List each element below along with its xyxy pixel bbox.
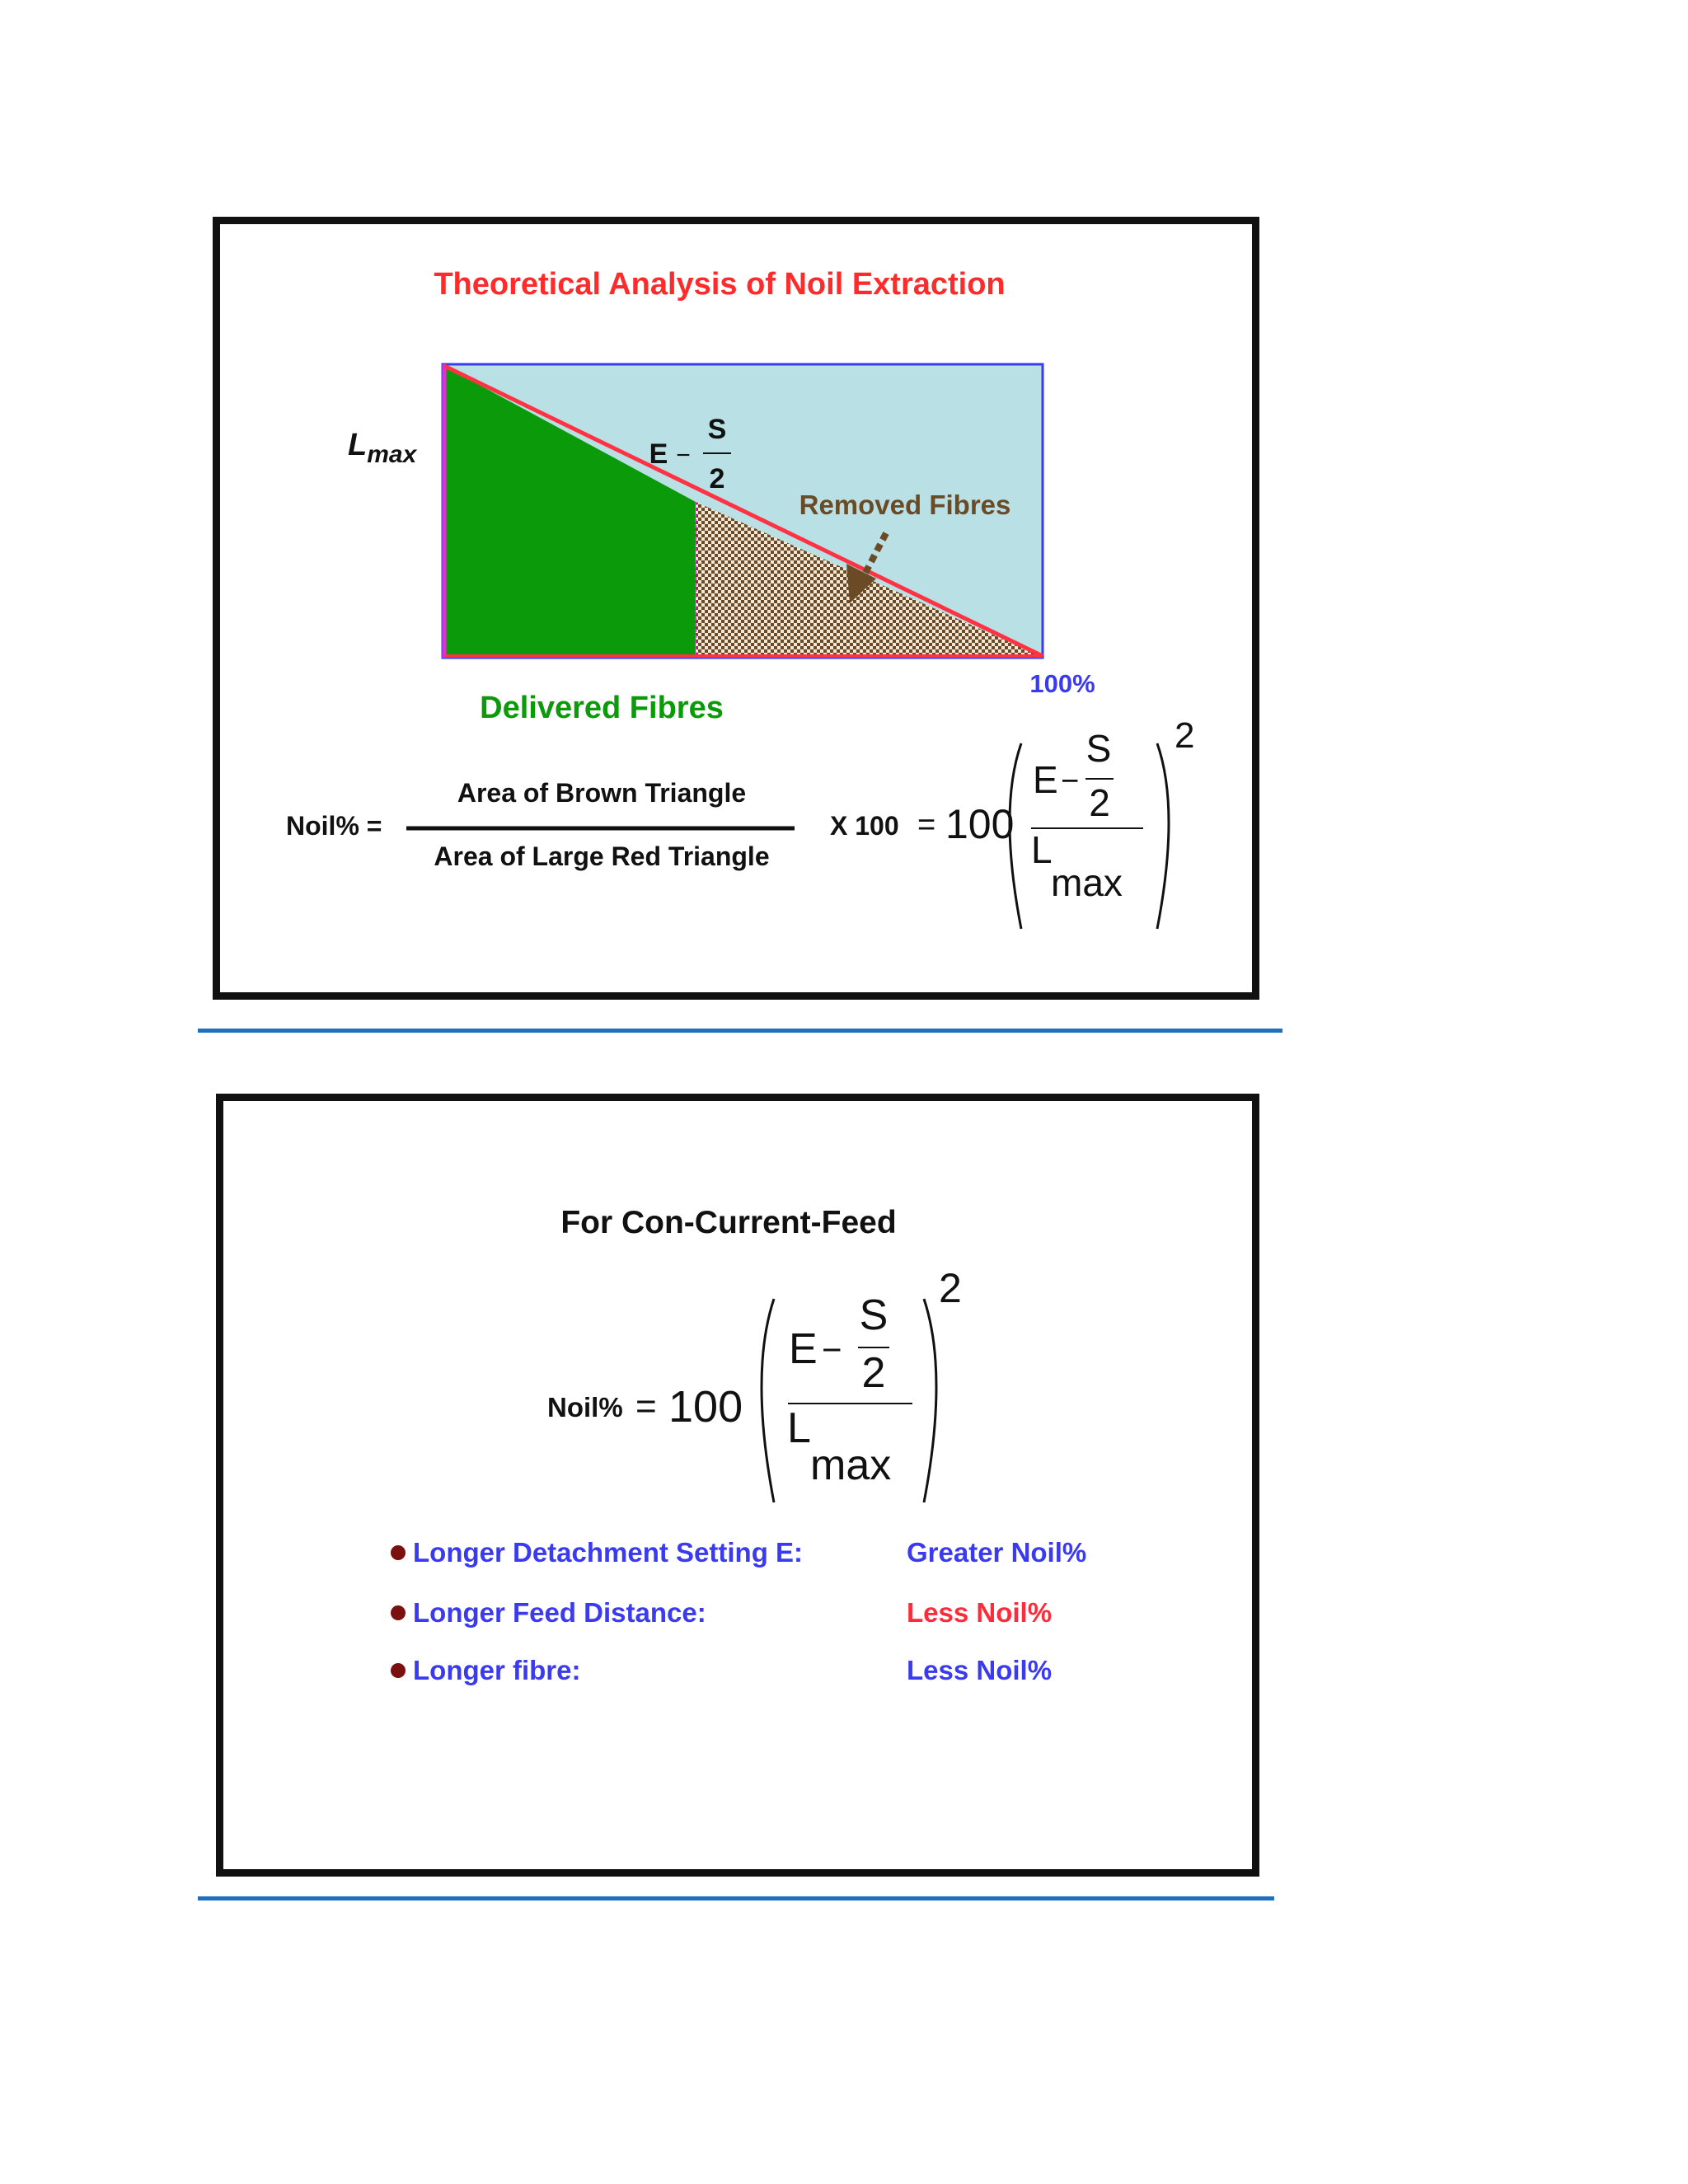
slide2-canvas (223, 1101, 1252, 1869)
formula-exponent: 2 (939, 1265, 962, 1311)
bullet-icon (391, 1605, 406, 1620)
equals-sign: = (917, 808, 936, 842)
formula-s: S (1085, 727, 1112, 770)
hundred-coefficient: 100 (945, 801, 1015, 847)
bullet-label: Longer Detachment Setting E: (413, 1537, 804, 1568)
formula-s: S (859, 1291, 889, 1339)
bullet-list (391, 1537, 1086, 1685)
bullet-result: Greater Noil% (907, 1537, 1087, 1568)
slide-noil-extraction (213, 217, 1259, 1000)
formula-e: E (789, 1325, 818, 1373)
lmax-label: $L_{max}$ (348, 428, 417, 468)
noil-label: Noil% = (286, 811, 382, 841)
right-paren (924, 1299, 936, 1502)
formula-e: E (1033, 758, 1058, 801)
list-item (391, 1655, 1052, 1685)
two-label: 2 (709, 463, 725, 494)
page-divider (198, 1029, 1282, 1033)
s-label: S (707, 414, 727, 445)
formula-l: L (787, 1404, 811, 1452)
delivered-fibres-label: Delivered Fibres (480, 691, 724, 725)
bullet-label: Longer fibre: (413, 1655, 581, 1685)
removed-fibres-label: Removed Fibres (799, 490, 1011, 520)
formula-exponent: 2 (1175, 715, 1195, 756)
formula-minus: − (1061, 764, 1080, 799)
hundred-percent-label: 100% (1029, 669, 1095, 698)
numerator-text: Area of Brown Triangle (457, 778, 747, 808)
bullet-icon (391, 1545, 406, 1560)
bullet-result: Less Noil% (907, 1597, 1053, 1628)
denominator-text: Area of Large Red Triangle (434, 841, 770, 871)
slide-title: Theoretical Analysis of Noil Extraction (434, 267, 1006, 302)
bullet-result: Less Noil% (907, 1655, 1053, 1685)
times-hundred: X 100 (830, 811, 899, 841)
bullet-label: Longer Feed Distance: (413, 1597, 706, 1628)
formula-max: max (810, 1441, 892, 1489)
page-divider (198, 1896, 1274, 1900)
hundred-coefficient: 100 (668, 1382, 743, 1432)
equals-sign: = (635, 1386, 657, 1427)
slide-con-current-feed (216, 1094, 1259, 1877)
list-item (391, 1537, 1086, 1568)
left-paren (762, 1299, 774, 1502)
list-item (391, 1597, 1052, 1628)
e-label: E (649, 438, 668, 470)
formula-two: 2 (1089, 781, 1110, 824)
bullet-icon (391, 1663, 406, 1678)
noil-label: Noil% (547, 1392, 623, 1422)
formula-minus: − (822, 1330, 842, 1369)
formula-l: L (1031, 828, 1053, 871)
formula-max: max (1051, 861, 1123, 904)
slide1-canvas (220, 224, 1252, 992)
right-paren (1157, 743, 1169, 929)
slide-heading: For Con-Current-Feed (560, 1205, 897, 1240)
formula-two: 2 (861, 1349, 886, 1397)
minus-sign: − (676, 442, 691, 469)
